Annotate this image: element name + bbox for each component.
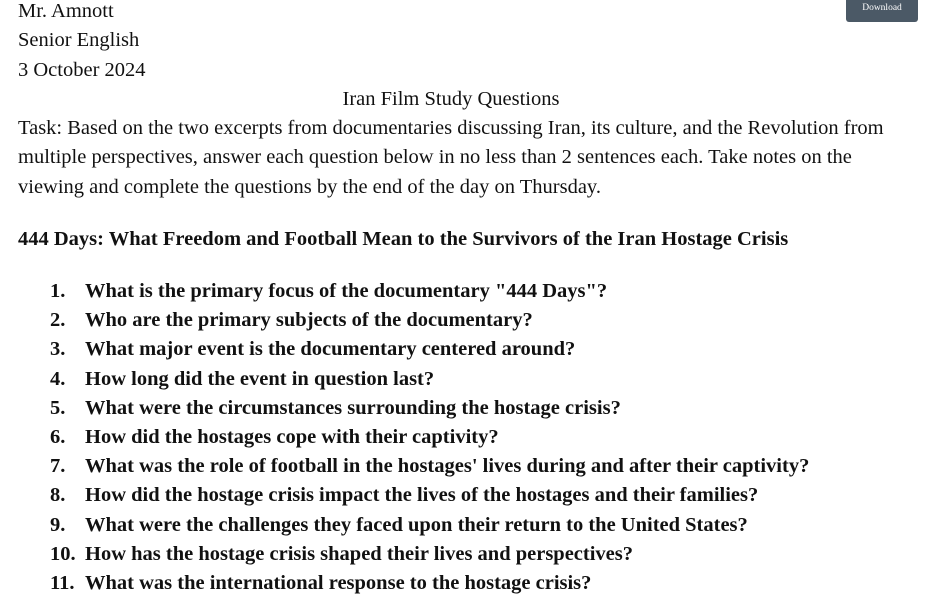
question-item [50,511,809,540]
course-name: Senior English [18,29,140,52]
question-item [50,540,809,569]
question-item [50,423,809,452]
question-item [50,365,809,394]
question-text: What major event is the documentary centered around? [85,338,576,361]
question-text: What was the international response to the hostage crisis? [85,572,592,595]
question-item [50,481,809,510]
question-item [50,569,809,598]
question-item [50,277,809,306]
question-text: What were the circumstances surrounding the hostage crisis? [85,396,621,419]
question-item [50,394,809,423]
teacher-name: Mr. Amnott [18,0,114,22]
question-text: How did the hostages cope with their captivity? [85,426,499,449]
question-number: 3. [50,338,66,361]
task-instructions: Task: Based on the two excerpts from documentaries discussing Iran, its culture, and the Revolution from multiple perspectives, answer each question below in no less than 2 sentences each. Take notes on the viewing and complete the questions by the end of the day on Thursday. [18,117,884,198]
question-text: What is the primary focus of the documentary "444 Days"? [85,280,608,302]
document-title: Iran Film Study Questions [342,88,560,110]
question-number: 10. [50,542,76,565]
section-heading: 444 Days: What Freedom and Football Mean to the Survivors of the Iran Hostage Crisis [18,228,789,250]
document-date: 3 October 2024 [18,58,146,81]
question-number: 11. [50,572,75,595]
question-number: 9. [50,513,66,536]
question-item [50,335,809,364]
question-number: 6. [50,426,66,449]
question-text: Who are the primary subjects of the documentary? [85,309,533,332]
question-number: 7. [50,455,66,478]
question-text: How did the hostage crisis impact the lives of the hostages and their families? [85,484,759,507]
question-list [50,277,809,598]
question-item [50,452,809,481]
question-number: 1. [50,280,66,302]
question-text: What was the role of football in the hostages' lives during and after their captivity? [85,455,810,478]
document-header [18,0,146,85]
question-number: 4. [50,367,66,390]
download-button[interactable]: Download [846,0,918,22]
question-text: How long did the event in question last? [85,367,435,390]
question-number: 2. [50,309,66,332]
question-text: What were the challenges they faced upon their return to the United States? [85,513,748,536]
question-number: 5. [50,396,66,419]
question-item [50,306,809,335]
question-text: How has the hostage crisis shaped their lives and perspectives? [85,542,634,565]
question-number: 8. [50,484,66,507]
